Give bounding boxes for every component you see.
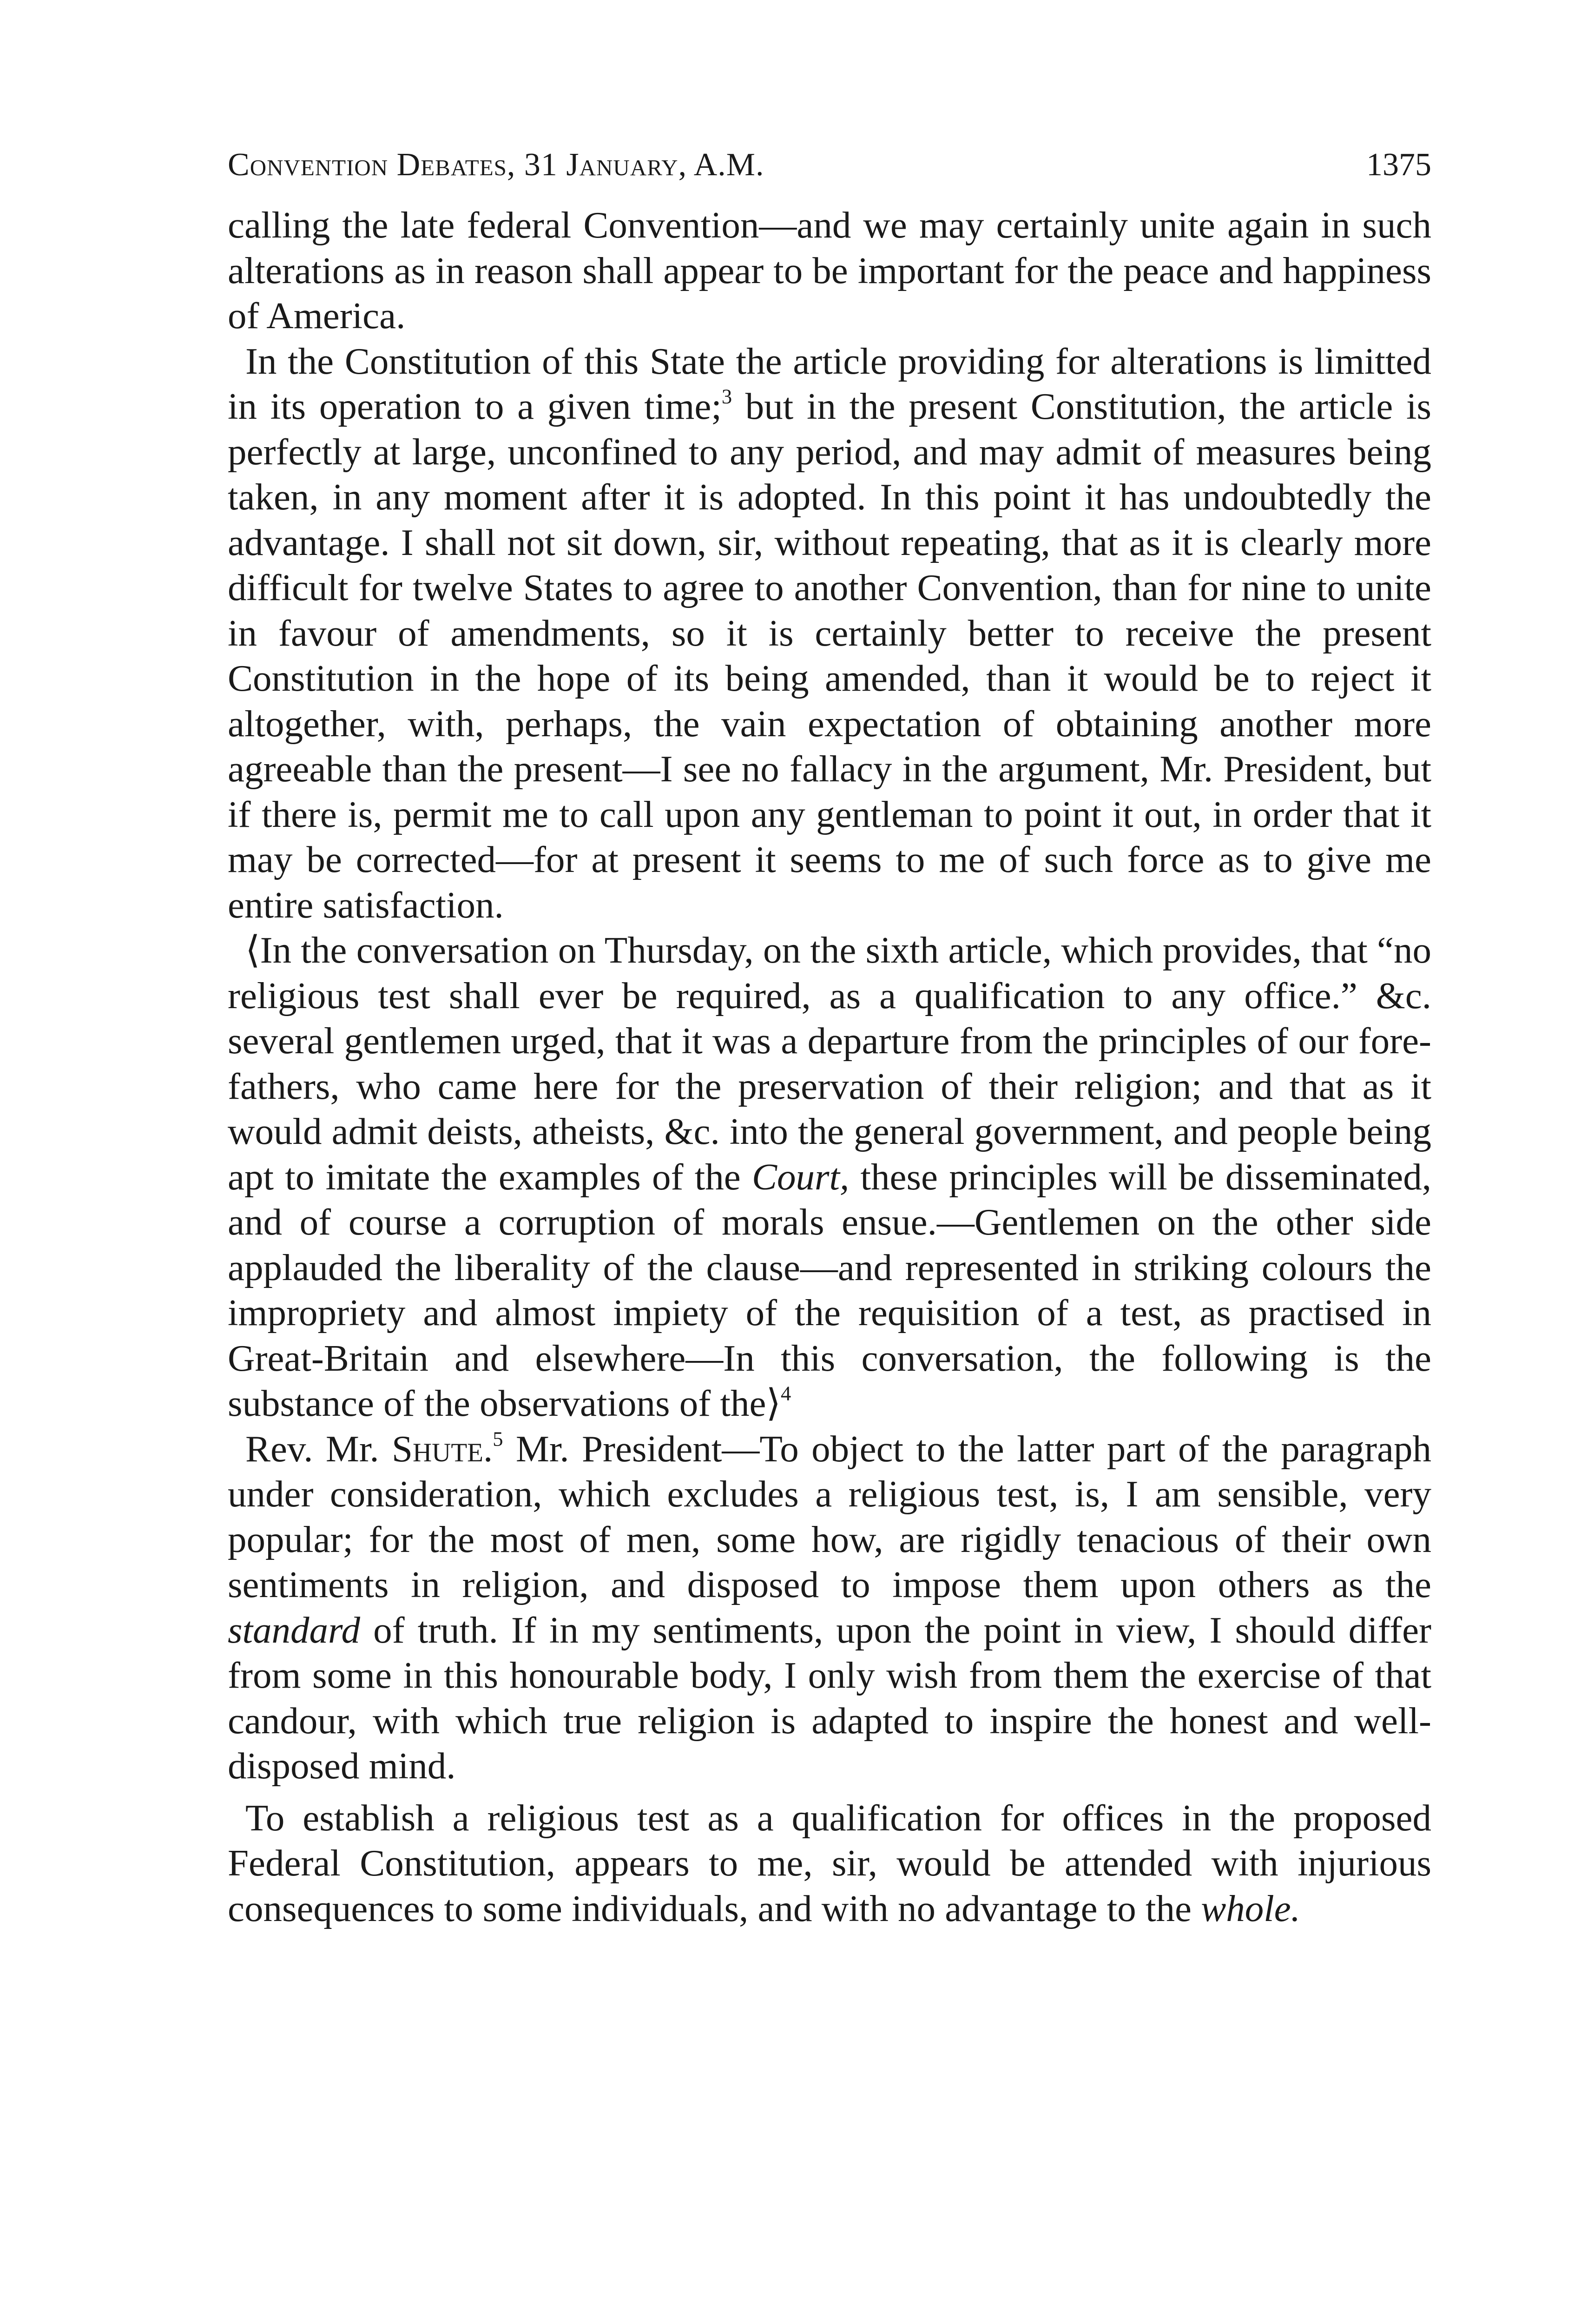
running-header — [228, 139, 1431, 191]
footnote-ref-3: 3 — [721, 384, 732, 408]
paragraph-4-text-a: Rev. Mr. — [245, 1427, 392, 1470]
paragraph-4-text-b: Mr. President—To object to the latter part of the paragraph under consideration, which excludes a religious test, is, I am sensible, very popular; for the most of men, some how, are rigidly tenacious of their own sentiments in religion, and disposed to impose them upon others as the — [228, 1427, 1431, 1605]
paragraph-1 — [228, 203, 1431, 339]
paragraph-1-text: calling the late federal Convention—and we may certainly unite again in such alterations as in reason shall appear to be important for the peace and happiness of America. — [228, 204, 1431, 337]
footnote-ref-5: 5 — [493, 1427, 503, 1451]
footnote-ref-4: 4 — [781, 1381, 791, 1405]
document-page — [228, 139, 1431, 1931]
paragraph-2-text-a: In the Constitution of this State the article providing for alterations is limitted in its operation to a given time; — [228, 340, 1431, 427]
speaker-name: Shute. — [391, 1427, 493, 1470]
paragraph-5-text-a: To establish a religious test as a qualification for offices in the proposed Federal Constitution, appears to me, sir, would be attended with injurious consequences to some individuals, and with no advantage to the — [228, 1796, 1431, 1929]
paragraph-2 — [228, 339, 1431, 928]
paragraph-5-italic: whole. — [1201, 1887, 1300, 1929]
paragraph-3-text-a: ⟨In the conversation on Thursday, on the sixth article, which provides, that “no religious test shall ever be required, as a qualification to any office.” &c. several gentlemen urged, that it was a departure from the principles of our fore-fathers, who came here for the preservation of their religion; and that as it would admit deists, atheists, &c. into the general government, and people being apt to imitate the examples of the — [228, 929, 1431, 1198]
paragraph-4-italic: standard — [228, 1609, 361, 1651]
paragraph-3 — [228, 928, 1431, 1426]
paragraph-4 — [228, 1426, 1431, 1789]
page-number: 1375 — [1366, 147, 1431, 183]
running-title: Convention Debates, 31 January, A.M. — [228, 147, 764, 183]
body-text — [228, 203, 1431, 1931]
paragraph-4-text-c: of truth. If in my sentiments, upon the point in view, I should differ from some in this honourable body, I only wish from them the exercise of that candour, with which true religion is adapted to inspire the honest and well-disposed mind. — [228, 1609, 1431, 1787]
paragraph-2-text-b: but in the present Constitution, the article is perfectly at large, unconfined to any period, and may admit of measures being taken, in any moment after it is adopted. In this point it has undoubtedly the advantage. I shall not sit down, sir, without repeating, that as it is clearly more difficult for twelve States to agree to another Convention, than for nine to unite in favour of amendments, so it is certainly better to receive the present Constitution in the hope of its being amended, than it would be to reject it altogether, with, perhaps, the vain expectation of obtaining another more agreeable than the present—I see no fallacy in the argument, Mr. President, but if there is, permit me to call upon any gentleman to point it out, in order that it may be corrected—for at present it seems to me of such force as to give me entire satisfaction. — [228, 385, 1431, 926]
paragraph-3-italic: Court, — [751, 1155, 850, 1198]
paragraph-5 — [228, 1796, 1431, 1932]
paragraph-3-text-b: these principles will be disseminated, and of course a corruption of morals ensue.—Gentlemen on the other side applauded the liberality of the clause—and represented in striking colours the impropriety and almost impiety of the requisition of a test, as practised in Great-Britain and elsewhere—In this conversation, the following is the substance of the observations of the⟩ — [228, 1155, 1431, 1424]
